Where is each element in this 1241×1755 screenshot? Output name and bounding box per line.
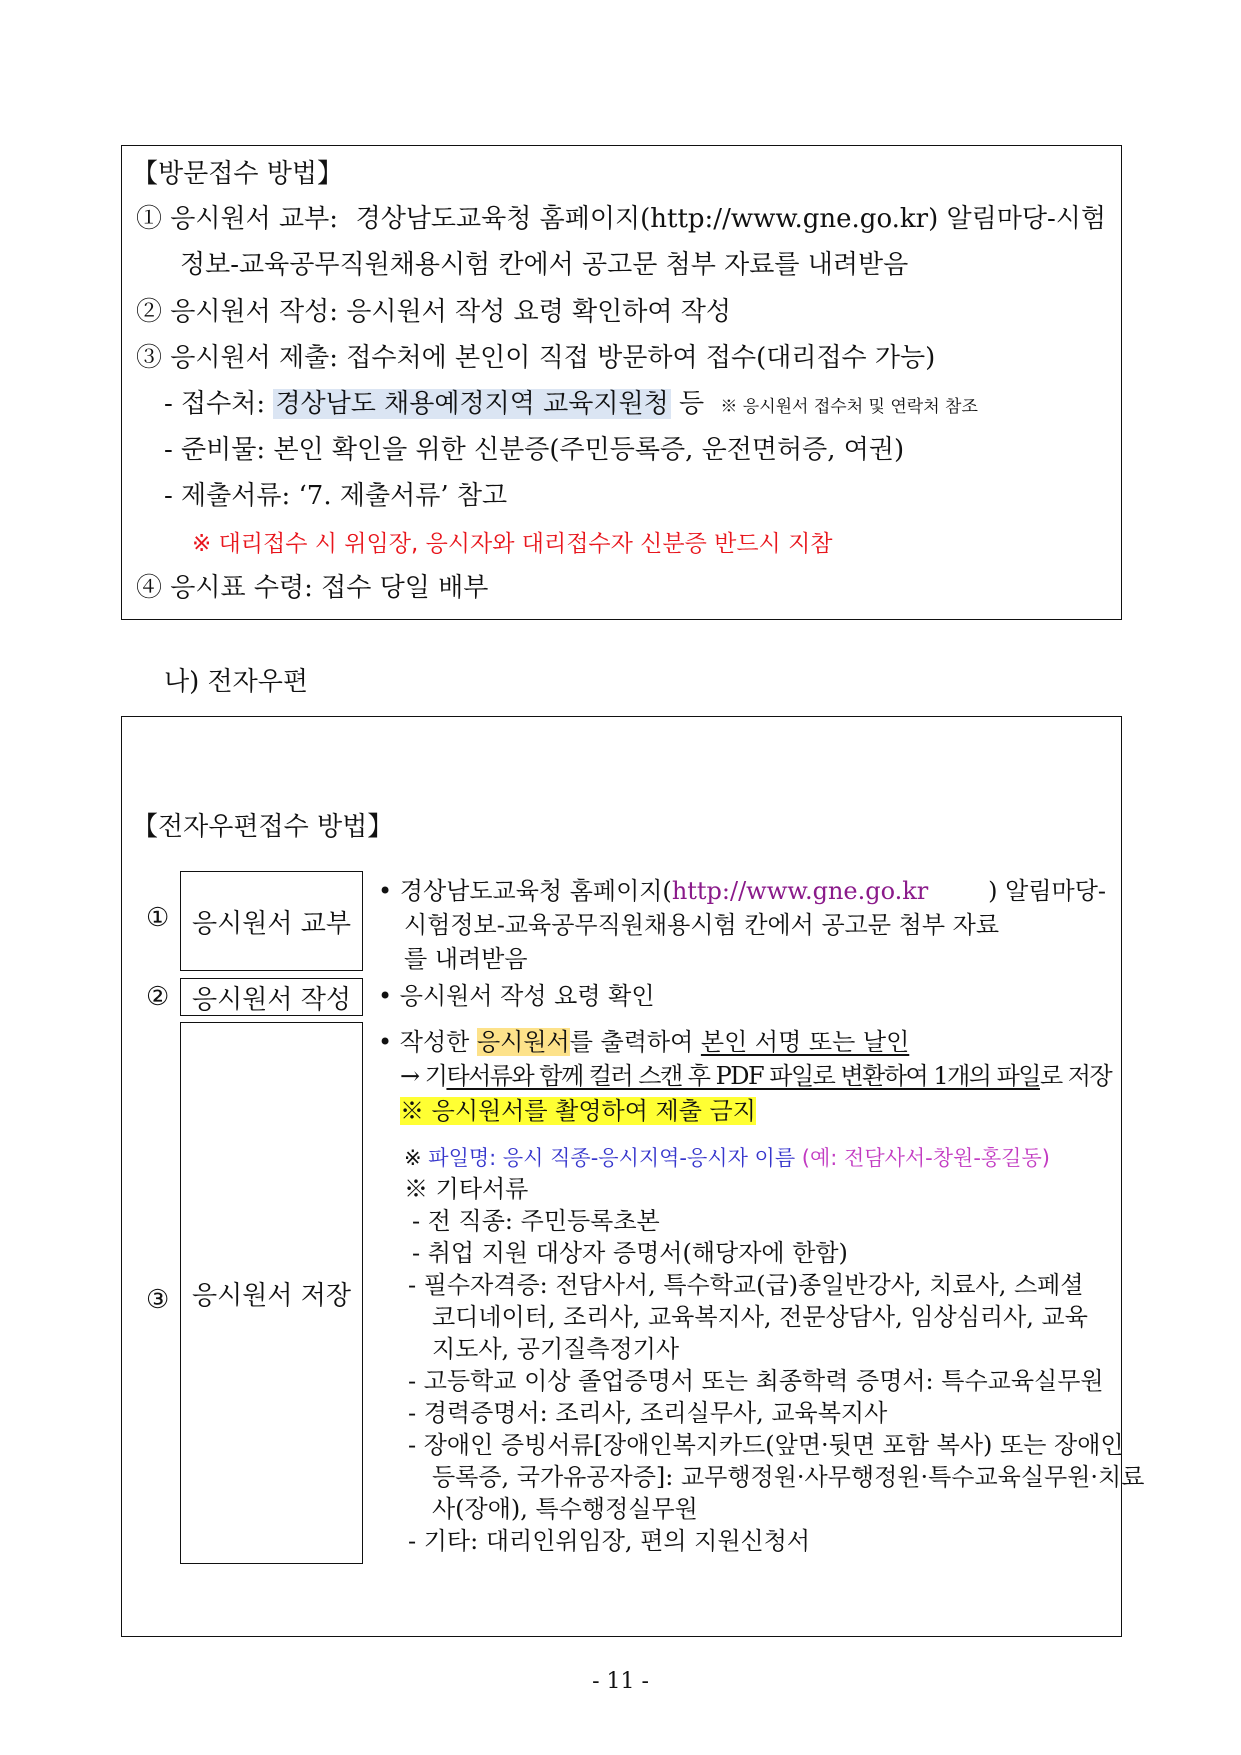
other-doc-item-cont: 코디네이터, 조리사, 교육복지사, 전문상담사, 임상심리사, 교육 (432, 1303, 1088, 1331)
visit-place-suffix: 등 (678, 389, 705, 419)
visit-prep-value: 본인 확인을 위한 신분증(주민등록증, 운전면허증, 여권) (273, 435, 905, 465)
step-1-desc-b: 시험정보-교육공무직원채용시험 칸에서 공고문 첨부 자료 (404, 911, 1000, 939)
step-3-sign-note: 본인 서명 또는 날인 (700, 1028, 910, 1056)
visit-prep-label: - 준비물: (164, 435, 266, 465)
visit-docs (164, 480, 507, 512)
step-3-desc-a (378, 1027, 909, 1057)
visit-item-4-label: ④ 응시표 수령: (136, 573, 313, 603)
step-3-number: ③ (146, 1285, 170, 1315)
visit-place-value: 경상남도 채용예정지역 교육지원청 (275, 389, 669, 419)
section-heading: 나) 전자우편 (164, 667, 308, 697)
step-3-scan-note: 타서류와 함께 컬러 스캔 후 PDF 파일로 변환하여 1개의 파일 (446, 1062, 1040, 1090)
step-3-highlight: 응시원서 (476, 1028, 570, 1056)
visit-item-3-label: ③ 응시원서 제출: (136, 343, 338, 373)
step-1-desc-post: ) 알림마당- (988, 877, 1106, 905)
step-1-number: ① (146, 903, 170, 933)
visit-item-1-label: ① 응시원서 교부: (136, 204, 338, 234)
email-title: 【전자우편접수 방법】 (132, 812, 394, 842)
other-doc-item: - 경력증명서: 조리사, 조리실무사, 교육복지사 (408, 1399, 888, 1427)
visit-item-1-cont: 정보-교육공무직원채용시험 칸에서 공고문 첨부 자료를 내려받음 (180, 250, 909, 280)
visit-prep (164, 434, 904, 466)
other-doc-item: - 장애인 증빙서류[장애인복지카드(앞면·뒷면 포함 복사) 또는 장애인 (408, 1431, 1124, 1459)
visit-item-4-text: 접수 당일 배부 (321, 573, 489, 603)
visit-place (164, 388, 978, 423)
file-name-example: (예: 전담사서-창원-홍길동) (795, 1146, 1050, 1170)
visit-docs-value: ‘7. 제출서류’ 참고 (298, 481, 508, 511)
email-method-box (121, 716, 1145, 1637)
step-3-desc-mid: 를 출력하여 (569, 1028, 701, 1056)
other-doc-item-cont: 사(장애), 특수행정실무원 (432, 1495, 698, 1523)
visit-warning: ※ 대리접수 시 위임장, 응시자와 대리접수자 신분증 반드시 지참 (192, 531, 833, 557)
other-docs-heading: ※ 기타서류 (404, 1175, 529, 1203)
other-doc-item-cont: 등록증, 국가유공자증]: 교무행정원·사무행정원·특수교육실무원·치료 (432, 1463, 1145, 1491)
step-1-desc-c: 를 내려받음 (404, 945, 528, 973)
visit-item-1 (136, 203, 1106, 235)
visit-method-box (121, 145, 1122, 620)
step-3-desc-b (400, 1061, 1111, 1091)
other-doc-item: - 취업 지원 대상자 증명서(해당자에 한함) (412, 1239, 848, 1267)
other-doc-item: - 기타: 대리인위임장, 편의 지원신청서 (408, 1527, 811, 1555)
file-name-mark: ※ (404, 1146, 429, 1170)
other-doc-item: - 필수자격증: 전담사서, 특수학교(급)종일반강사, 치료사, 스페셜 (408, 1271, 1084, 1299)
visit-item-2-label: ② 응시원서 작성: (136, 297, 338, 327)
visit-item-4 (136, 572, 488, 604)
step-3-desc-pre: • 작성한 (378, 1028, 477, 1056)
gne-url-link[interactable]: http://www.gne.go.kr (671, 877, 929, 905)
visit-title: 【방문접수 방법】 (132, 159, 343, 189)
step-3-warning (400, 1096, 756, 1126)
other-doc-item: - 전 직종: 주민등록초본 (412, 1207, 660, 1235)
other-doc-item: - 고등학교 이상 졸업증명서 또는 최종학력 증명서: 특수교육실무원 (408, 1367, 1104, 1395)
step-1-label: 응시원서 교부 (180, 871, 363, 971)
step-1-desc-a (378, 876, 1106, 906)
step-3-desc-b-pre: → 기 (400, 1062, 447, 1090)
photo-ban-warning: ※ 응시원서를 촬영하여 제출 금지 (400, 1097, 756, 1125)
visit-item-2-text: 응시원서 작성 요령 확인하여 작성 (346, 297, 731, 327)
visit-item-3-text: 접수처에 본인이 직접 방문하여 접수(대리접수 가능) (346, 343, 936, 373)
step-3-label: 응시원서 저장 (180, 1022, 363, 1564)
visit-place-label: - 접수처: (164, 389, 266, 419)
visit-place-note: ※ 응시원서 접수처 및 연락처 참조 (720, 397, 978, 417)
visit-item-3 (136, 342, 935, 374)
file-name-format: 파일명: 응시 직종-응시지역-응시자 이름 (428, 1146, 796, 1170)
step-2-number: ② (146, 982, 170, 1012)
page-number: - 11 - (592, 1669, 649, 1694)
visit-item-1-text: 경상남도교육청 홈페이지(http://www.gne.go.kr) 알림마당-시험 (355, 204, 1106, 234)
step-1-desc-pre: • 경상남도교육청 홈페이지( (378, 877, 672, 905)
file-name-rule (404, 1144, 1050, 1172)
step-2-label: 응시원서 작성 (180, 978, 363, 1016)
step-3-desc-b-post: 로 저장 (1039, 1062, 1112, 1090)
other-doc-item-cont: 지도사, 공기질측정기사 (432, 1335, 680, 1363)
step-2-desc: • 응시원서 작성 요령 확인 (378, 982, 655, 1010)
visit-item-2 (136, 296, 731, 328)
visit-docs-label: - 제출서류: (164, 481, 291, 511)
